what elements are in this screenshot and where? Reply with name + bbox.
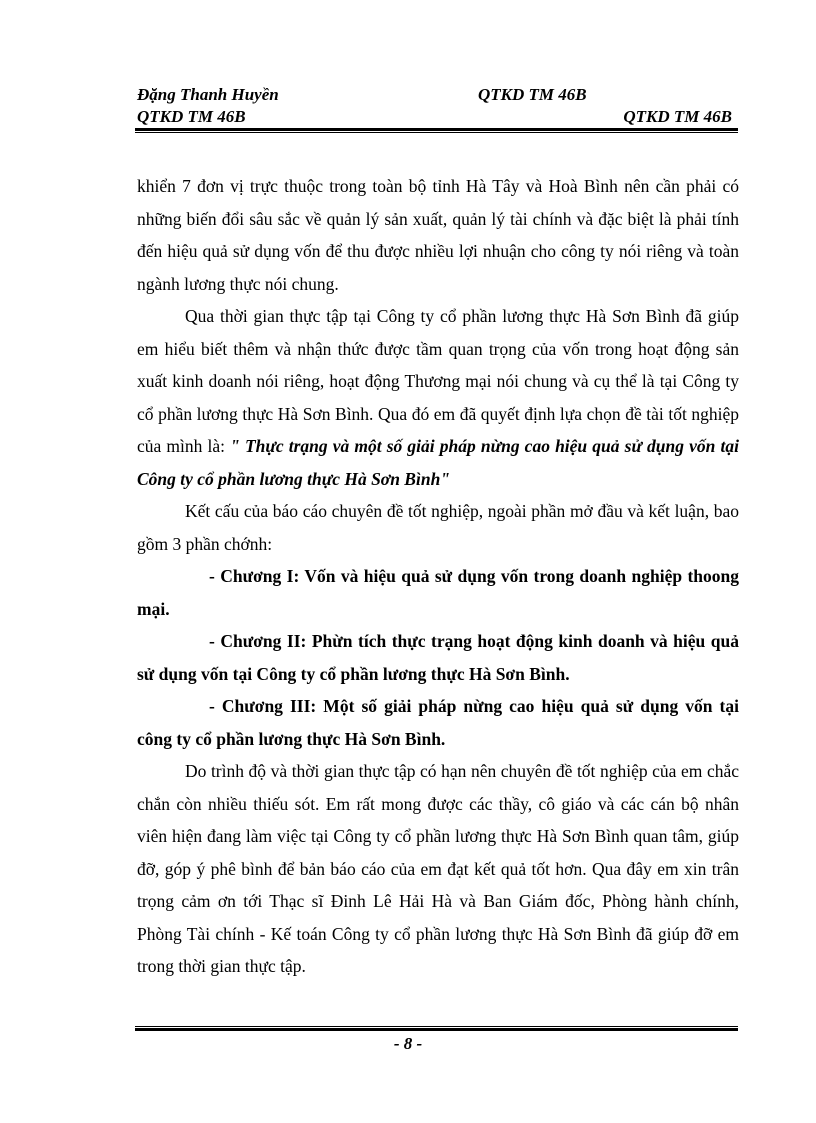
footer-rule [135, 1026, 738, 1031]
paragraph-topic-text: Qua thời gian thực tập tại Công ty cổ phần lương thực Hà Sơn Bình đã giúp em hiểu biết thêm và nhận thức được tầm quan trọng của vốn trong hoạt động sản xuất kinh doanh nói riêng, hoạt động Thương mại nói chung và cụ thể là tại Công ty cổ phần lương thực Hà Sơn Bình. Qua đó em đã quyết định lựa chọn đề tài tốt nghiệp của mình là: [137, 306, 739, 456]
header-rule [135, 128, 738, 133]
page-number: - 8 - [393, 1034, 423, 1053]
paragraph-intro-continued: khiển 7 đơn vị trực thuộc trong toàn bộ tỉnh Hà Tây và Hoà Bình nên cần phải có những biến đổi sâu sắc về quản lý sản xuất, quản lý tài chính và đặc biệt là phải tính đến hiệu quả sử dụng vốn để thu được nhiều lợi nhuận cho công ty nói riêng và toàn ngành lương thực nói chung. [137, 176, 739, 294]
header-class-right: QTKD TM 46B [623, 107, 732, 126]
chapter-1: - Chương I: Vốn và hiệu quả sử dụng vốn trong doanh nghiệp thoong mại. [137, 566, 739, 619]
paragraph-acknowledgement: Do trình độ và thời gian thực tập có hạn nên chuyên đề tốt nghiệp của em chắc chắn còn nhiều thiếu sót. Em rất mong được các thầy, cô giáo và các cán bộ nhân viên hiện đang làm việc tại Công ty cổ phần lương thực Hà Sơn Bình quan tâm, giúp đỡ, góp ý phê bình để bản báo cáo của em đạt kết quả tốt hơn. Qua đây em xin trân trọng cảm ơn tới Thạc sĩ Đinh Lê Hải Hà và Ban Giám đốc, Phòng hành chính, Phòng Tài chính - Kế toán Công ty cổ phần lương thực Hà Sơn Bình đã giúp đỡ em trong thời gian thực tập. [137, 761, 739, 976]
chapter-3: - Chương III: Một số giải pháp nừng cao hiệu quả sử dụng vốn tại công ty cổ phần lương thực Hà Sơn Bình. [137, 696, 739, 749]
header-class-center: QTKD TM 46B [478, 85, 587, 104]
thesis-title: " Thực trạng và một số giải pháp nừng cao hiệu quả sử dụng vốn tại Công ty cổ phần lương thực Hà Sơn Bình" [137, 436, 739, 489]
paragraph-structure: Kết cấu của báo cáo chuyên đề tốt nghiệp, ngoài phần mở đầu và kết luận, bao gồm 3 phần chớnh: [137, 501, 739, 554]
paragraph-topic [137, 300, 739, 495]
chapter-2: - Chương II: Phừn tích thực trạng hoạt động kinh doanh và hiệu quả sử dụng vốn tại Công ty cổ phần lương thực Hà Sơn Bình. [137, 631, 739, 684]
document-body [137, 170, 739, 983]
header-author: Đặng Thanh Huyền [137, 85, 279, 104]
header-class-left: QTKD TM 46B [137, 107, 246, 126]
